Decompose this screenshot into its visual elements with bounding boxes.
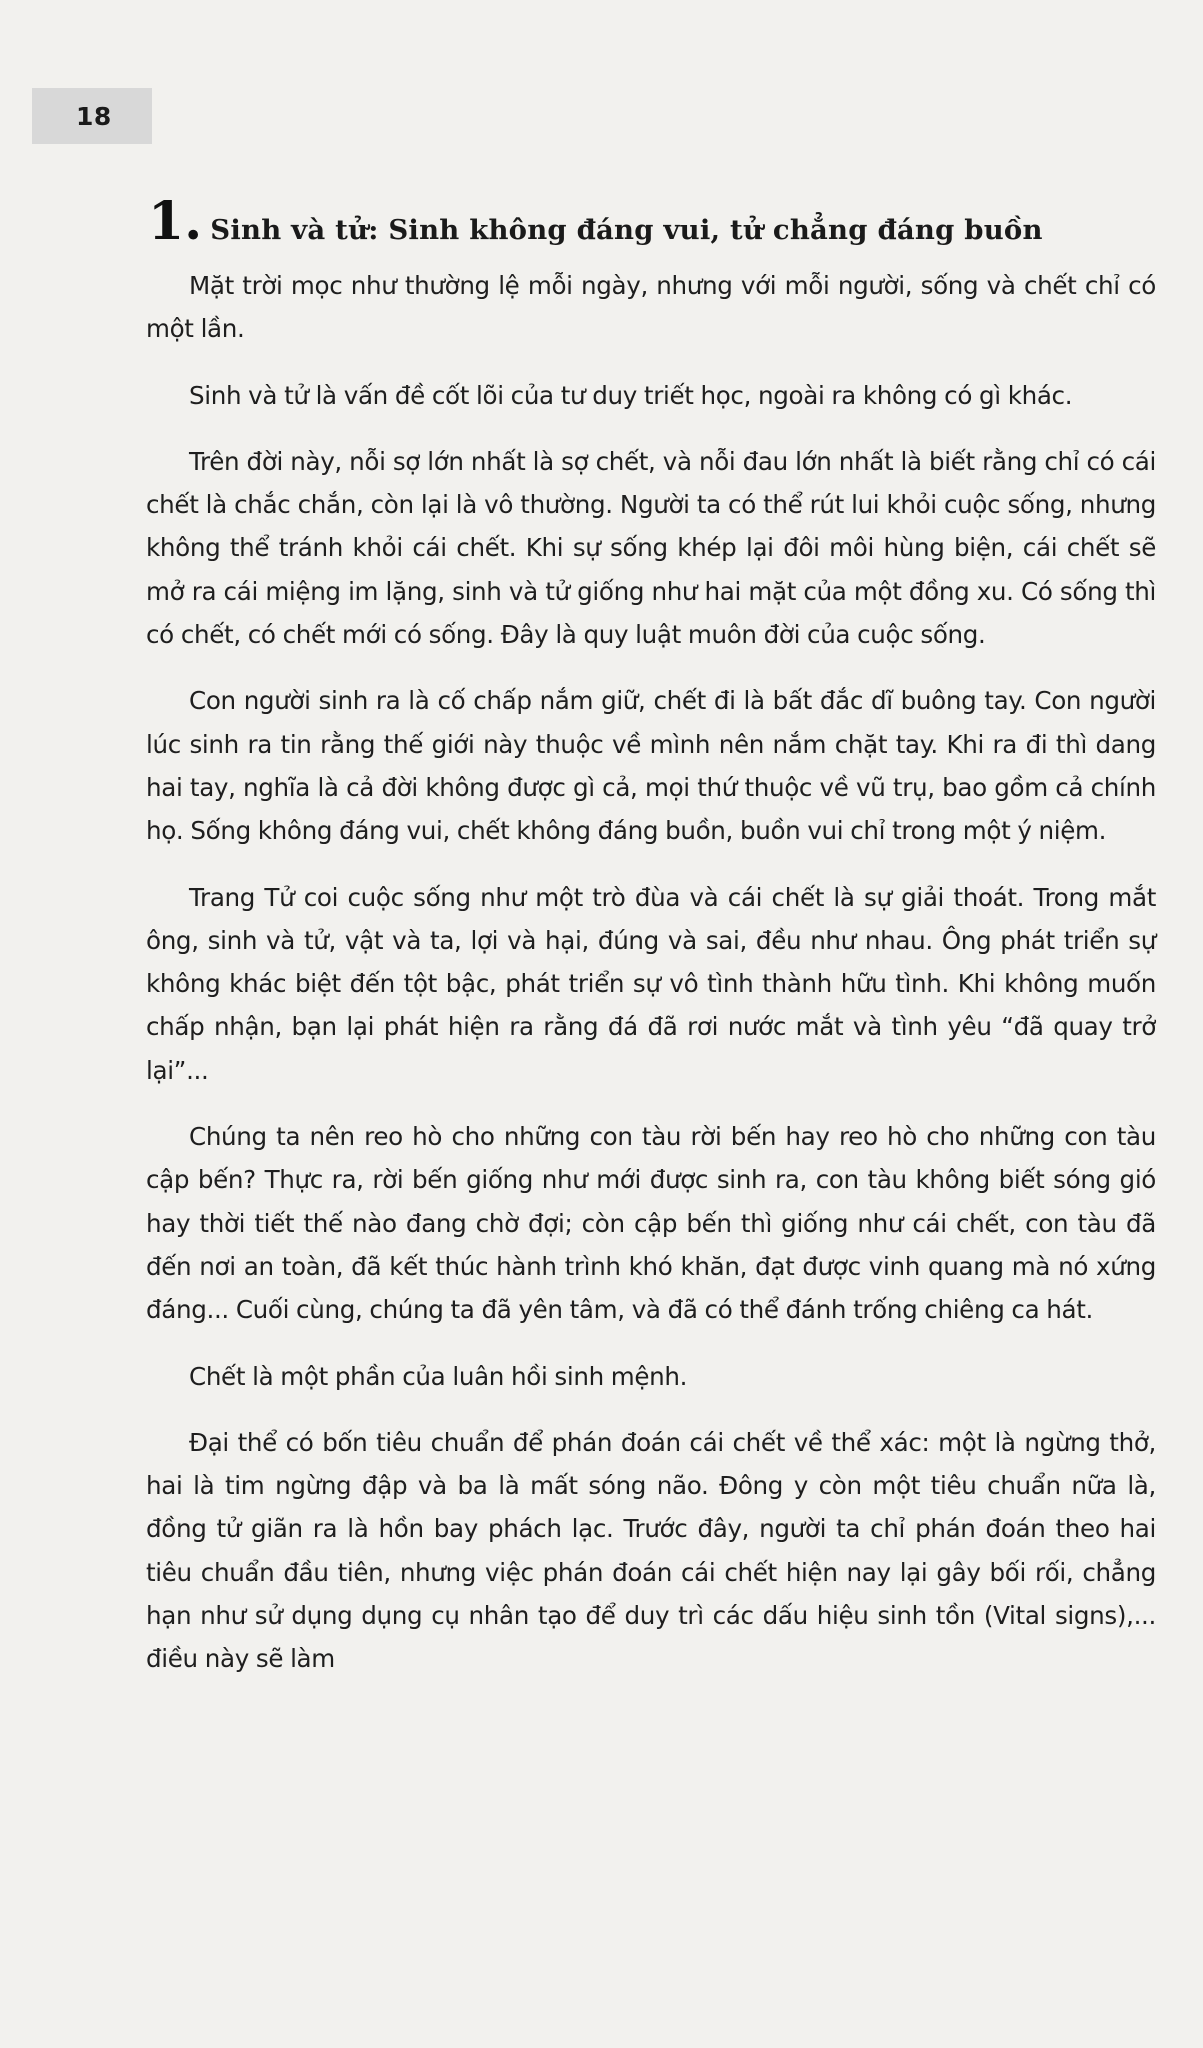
paragraph: Chúng ta nên reo hò cho những con tàu rời bến hay reo hò cho những con tàu cập bến? Thực ra, rời bến giống như mới được sinh ra, con tàu không biết sóng gió hay thời tiết thế nào đang chờ đợi; còn cập bến thì giống như cái chết, con tàu đã đến nơi an toàn, đã kết thúc hành trình khó khăn, đạt được vinh quang mà nó xứng đáng... Cuối cùng, chúng ta đã yên tâm, và đã có thể đánh trống chiêng ca hát.: [146, 1122, 1156, 1325]
section-heading: [148, 191, 1158, 252]
paragraph: Chết là một phần của luân hồi sinh mệnh.: [189, 1361, 688, 1391]
page-number-tab: [32, 88, 152, 144]
section-title: Sinh và tử: Sinh không đáng vui, tử chẳng đáng buồn: [210, 214, 1043, 246]
paragraph: Con người sinh ra là cố chấp nắm giữ, chết đi là bất đắc dĩ buông tay. Con người lúc sinh ra tin rằng thế giới này thuộc về mình nên nắm chặt tay. Khi ra đi thì dang hai tay, nghĩa là cả đời không được gì cả, mọi thứ thuộc về vũ trụ, bao gồm cả chính họ. Sống không đáng vui, chết không đáng buồn, buồn vui chỉ trong một ý niệm.: [146, 686, 1156, 846]
paragraph: Đại thể có bốn tiêu chuẩn để phán đoán cái chết về thể xác: một là ngừng thở, hai là tim ngừng đập và ba là mất sóng não. Đông y còn một tiêu chuẩn nữa là, đồng tử giãn ra là hồn bay phách lạc. Trước đây, người ta chỉ phán đoán theo hai tiêu chuẩn đầu tiên, nhưng việc phán đoán cái chết hiện nay lại gây bối rối, chẳng hạn như sử dụng dụng cụ nhân tạo để duy trì các dấu hiệu sinh tồn (Vital signs),... điều này sẽ làm: [146, 1427, 1156, 1674]
paragraph: Sinh và tử là vấn đề cốt lõi của tư duy triết học, ngoài ra không có gì khác.: [189, 380, 1073, 410]
section-number: 1.: [148, 191, 203, 252]
paragraph: Trang Tử coi cuộc sống như một trò đùa và cái chết là sự giải thoát. Trong mắt ông, sinh và tử, vật và ta, lợi và hại, đúng và sai, đều như nhau. Ông phát triển sự không khác biệt đến tột bậc, phát triển sự vô tình thành hữu tình. Khi không muốn chấp nhận, bạn lại phát hiện ra rằng đá đã rơi nước mắt và tình yêu “đã quay trở lại”...: [146, 882, 1156, 1085]
paragraph: Trên đời này, nỗi sợ lớn nhất là sợ chết, và nỗi đau lớn nhất là biết rằng chỉ có cái chết là chắc chắn, còn lại là vô thường. Người ta có thể rút lui khỏi cuộc sống, nhưng không thể tránh khỏi cái chết. Khi sự sống khép lại đôi môi hùng biện, cái chết sẽ mở ra cái miệng im lặng, sinh và tử giống như hai mặt của một đồng xu. Có sống thì có chết, có chết mới có sống. Đây là quy luật muôn đời của cuộc sống.: [146, 446, 1156, 650]
page-number: 18: [76, 101, 112, 131]
body-text: [146, 264, 1156, 1704]
paragraph: Mặt trời mọc như thường lệ mỗi ngày, nhưng với mỗi người, sống và chết chỉ có một lần.: [146, 271, 1156, 344]
